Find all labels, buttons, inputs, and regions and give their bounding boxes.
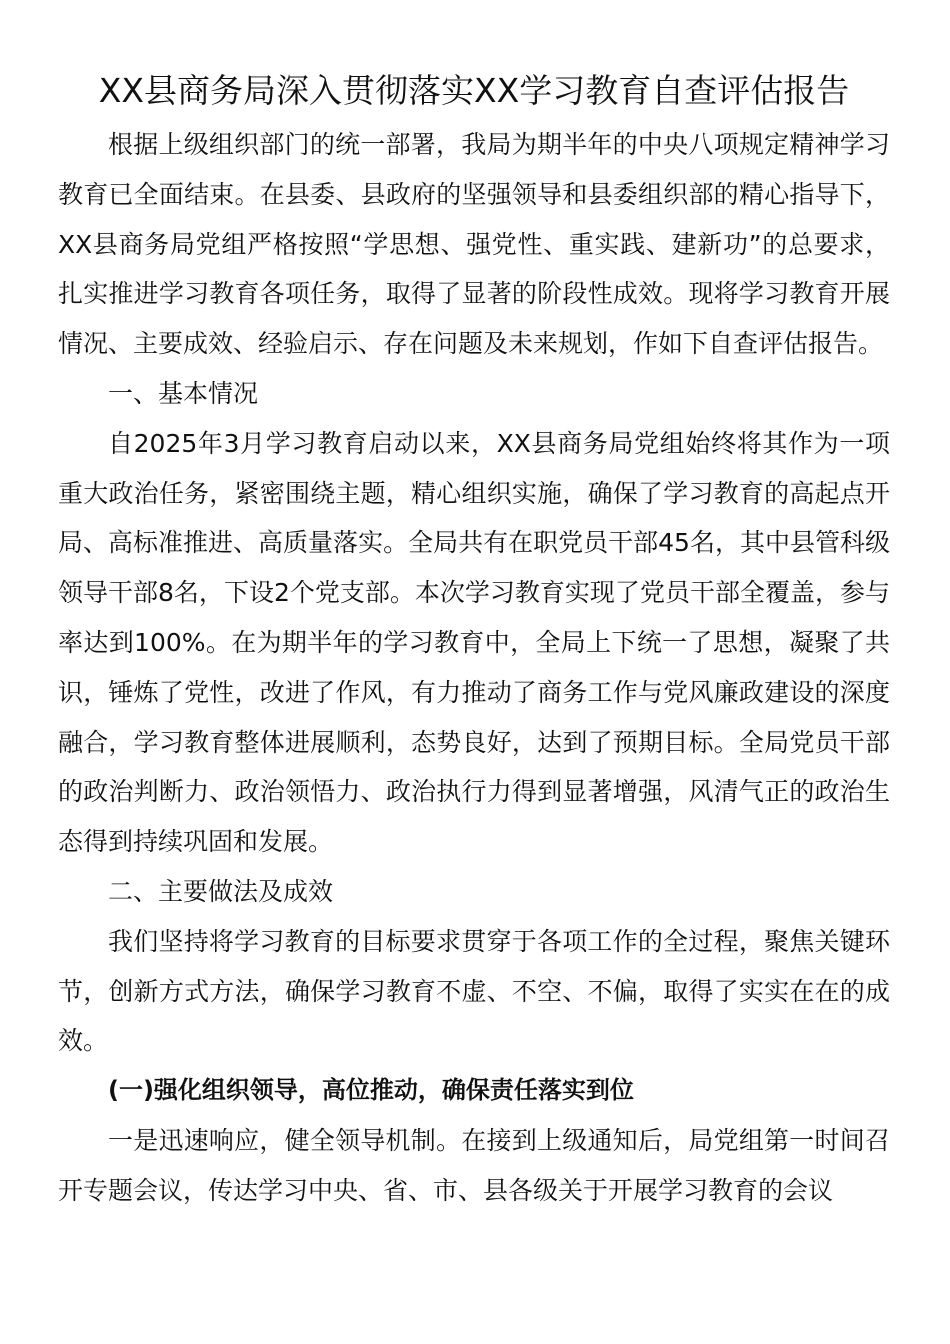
main-practices-paragraph: 我们坚持将学习教育的目标要求贯穿于各项工作的全过程，聚焦关键环节，创新方式方法，确保学习教育不虚、不空、不偏，取得了实实在在的成效。 xyxy=(58,926,890,1056)
organization-leadership-paragraph: 一是迅速响应，健全领导机制。在接到上级通知后，局党组第一时间召开专题会议，传达学习中央、省、市、县各级关于开展学习教育的会议 xyxy=(58,1125,890,1205)
intro-paragraph: 根据上级组织部门的统一部署，我局为期半年的中央八项规定精神学习教育已全面结束。在县委、县政府的坚强领导和县委组织部的精心指导下，XX县商务局党组严格按照“学思想、强党性、重实践、建新功”的总要求，扎实推进学习教育各项任务，取得了显著的阶段性成效。现将学习教育开展情况、主要成效、经验启示、存在问题及未来规划，作如下自查评估报告。 xyxy=(58,130,890,359)
document-title: XX县商务局深入贯彻落实XX学习教育自查评估报告 xyxy=(98,71,850,110)
subsection-heading-organization-leadership: (一)强化组织领导，高位推动，确保责任落实到位 xyxy=(108,1076,634,1105)
section-heading-main-practices: 二、主要做法及成效 xyxy=(108,876,334,906)
section-heading-basic-situation: 一、基本情况 xyxy=(108,378,259,408)
basic-situation-paragraph: 自2025年3月学习教育启动以来，XX县商务局党组始终将其作为一项重大政治任务，紧密围绕主题，精心组织实施，确保了学习教育的高起点开局、高标准推进、高质量落实。全局共有在职党员干部45名，其中县管科级领导干部8名，下设2个党支部。本次学习教育实现了党员干部全覆盖，参与率达到100%。在为期半年的学习教育中，全局上下统一了思想，凝聚了共识，锤炼了党性，改进了作风，有力推动了商务工作与党风廉政建设的深度融合，学习教育整体进展顺利，态势良好，达到了预期目标。全局党员干部的政治判断力、政治领悟力、政治执行力得到显著增强，风清气正的政治生态得到持续巩固和发展。 xyxy=(58,428,890,857)
